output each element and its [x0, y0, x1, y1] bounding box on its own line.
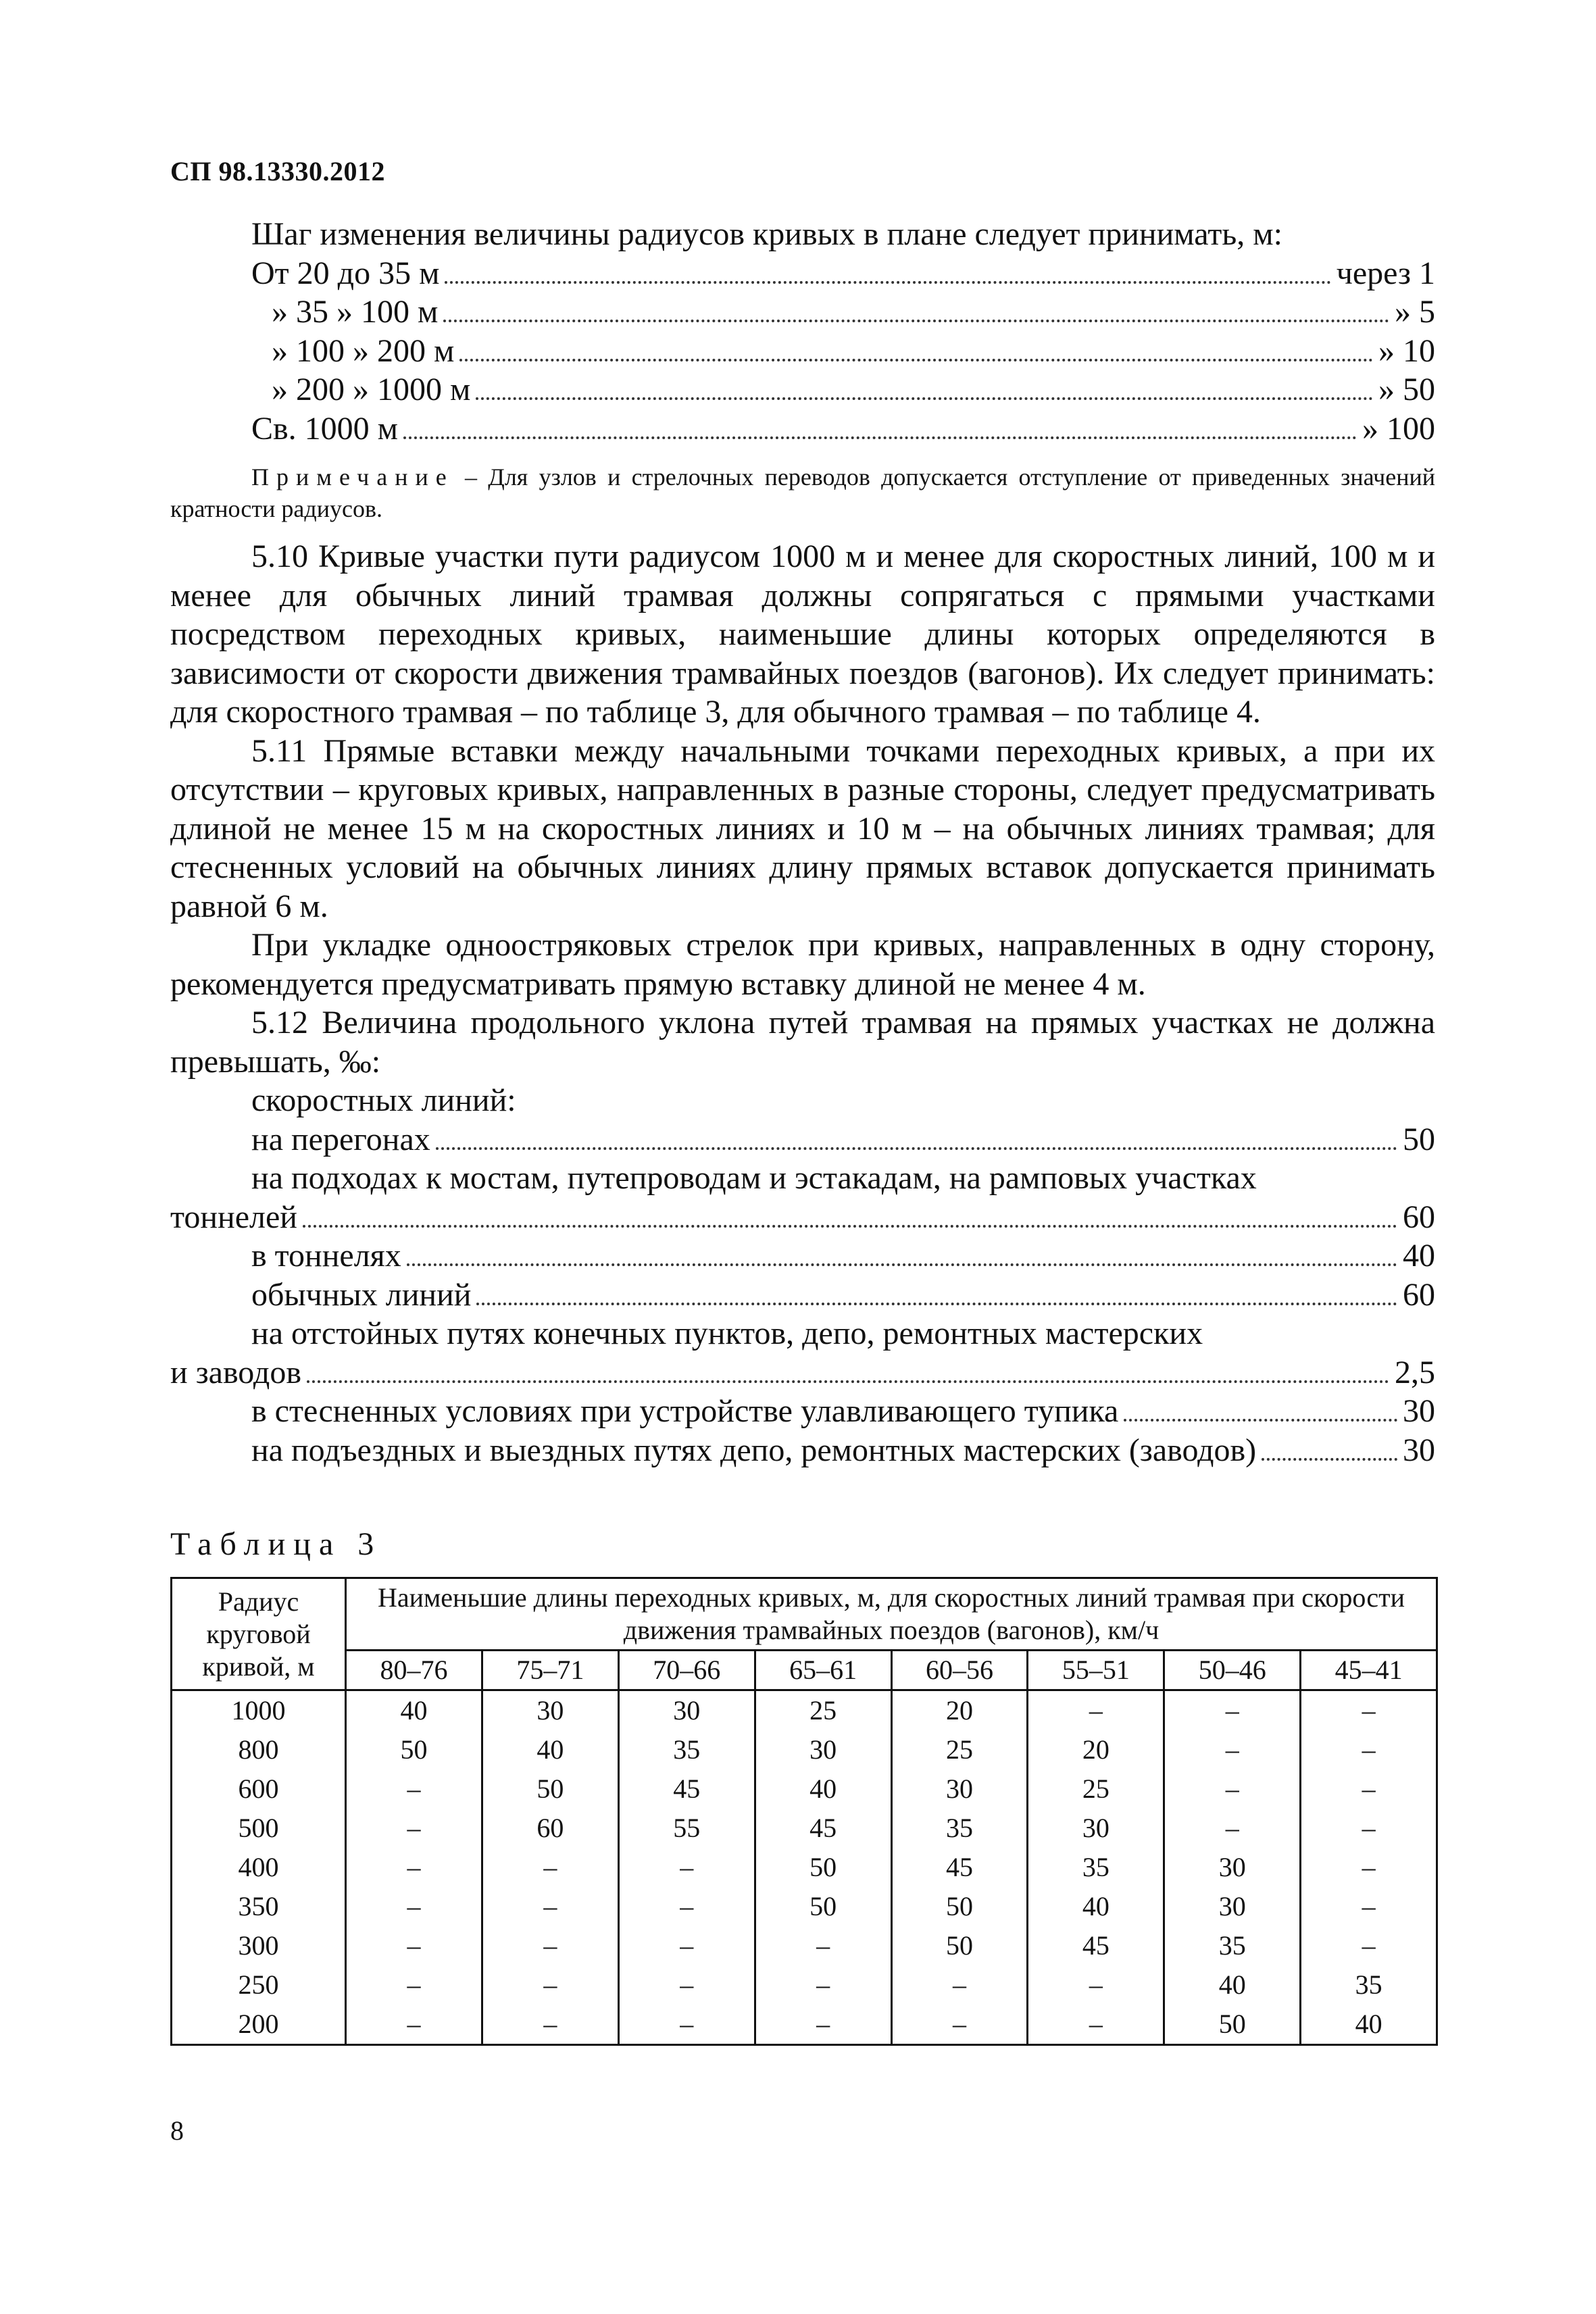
length-cell: 45: [891, 1848, 1028, 1887]
table-row: [172, 1965, 1437, 2005]
length-cell: 30: [1164, 1887, 1301, 1926]
page-number: 8: [170, 2115, 184, 2146]
length-cell: 40: [755, 1769, 891, 1809]
length-cell: –: [618, 1887, 755, 1926]
length-cell: 45: [618, 1769, 755, 1809]
slope-row: и заводов 2,5: [170, 1354, 1435, 1390]
length-cell: 35: [1028, 1848, 1164, 1887]
length-cell: 25: [755, 1690, 891, 1731]
length-cell: 30: [618, 1690, 755, 1731]
length-cell: 40: [1301, 2005, 1437, 2045]
radius-step-row: От 20 до 35 м через 1: [251, 255, 1435, 291]
document-code: СП 98.13330.2012: [170, 156, 385, 186]
length-cell: 40: [482, 1730, 618, 1769]
radius-step-row: Св. 1000 м » 100: [251, 410, 1435, 447]
slope-list: [170, 1081, 1435, 1469]
length-cell: 50: [1164, 2005, 1301, 2045]
length-cell: 35: [1164, 1926, 1301, 1965]
length-cell: 55: [618, 1809, 755, 1848]
length-cell: –: [1301, 1926, 1437, 1965]
length-cell: 30: [755, 1730, 891, 1769]
length-cell: 40: [1164, 1965, 1301, 2005]
length-cell: –: [618, 2005, 755, 2045]
length-cell: –: [346, 1769, 482, 1809]
table-row: [172, 2005, 1437, 2045]
radius-cell: 1000: [172, 1690, 346, 1731]
length-cell: –: [1301, 1809, 1437, 1848]
note-text: – Для узлов и стрелочных переводов допускается отступление от приведенных значений кратности радиусов.: [170, 463, 1435, 522]
table-header-main: Наименьшие длины переходных кривых, м, для скоростных линий трамвая при скорости движения трамвайных поездов (вагонов), км/ч: [346, 1578, 1437, 1651]
length-cell: –: [482, 1848, 618, 1887]
length-cell: 45: [1028, 1926, 1164, 1965]
length-cell: –: [1301, 1769, 1437, 1809]
length-cell: –: [1164, 1769, 1301, 1809]
length-cell: 35: [891, 1809, 1028, 1848]
length-cell: –: [1301, 1690, 1437, 1731]
length-cell: 50: [891, 1926, 1028, 1965]
length-cell: 50: [891, 1887, 1028, 1926]
length-cell: 35: [1301, 1965, 1437, 2005]
main-text: [170, 215, 1435, 1469]
slope-row: на подъездных и выездных путях депо, ремонтных мастерских (заводов) 30: [251, 1432, 1435, 1468]
length-cell: –: [482, 2005, 618, 2045]
radius-step-list: [170, 254, 1435, 449]
length-cell: 60: [482, 1809, 618, 1848]
radius-step-row: » 100 » 200 м » 10: [272, 332, 1435, 369]
radius-step-row: » 35 » 100 м » 5: [272, 294, 1435, 330]
radius-cell: 500: [172, 1809, 346, 1848]
length-cell: –: [755, 1926, 891, 1965]
table-header-speed: 50–46: [1164, 1651, 1301, 1690]
slope-siding-line: на отстойных путях конечных пунктов, депо, ремонтных мастерских: [251, 1315, 1203, 1351]
slope-row: на перегонах 50: [251, 1121, 1435, 1157]
length-cell: –: [1164, 1690, 1301, 1731]
radius-cell: 600: [172, 1769, 346, 1809]
slope-fast-lines-heading: скоростных линий:: [251, 1082, 516, 1118]
slope-approaches-line: на подходах к мостам, путепроводам и эстакадам, на рамповых участках: [251, 1160, 1257, 1196]
radius-step-row: » 200 » 1000 м » 50: [272, 372, 1435, 407]
length-cell: –: [1301, 1848, 1437, 1887]
length-cell: –: [346, 1965, 482, 2005]
table-header-speed: 70–66: [618, 1651, 755, 1690]
slope-row: в тоннелях 40: [251, 1238, 1435, 1274]
slope-row: в стесненных условиях при устройстве улавливающего тупика 30: [251, 1393, 1435, 1429]
table-row: [172, 1730, 1437, 1769]
length-cell: –: [346, 1809, 482, 1848]
radius-step-intro: Шаг изменения величины радиусов кривых в плане следует принимать, м:: [251, 216, 1282, 252]
table-header-speed: 60–56: [891, 1651, 1028, 1690]
table-header-speed: 45–41: [1301, 1651, 1437, 1690]
length-cell: –: [346, 2005, 482, 2045]
length-cell: –: [891, 2005, 1028, 2045]
length-cell: 45: [755, 1809, 891, 1848]
length-cell: 25: [1028, 1769, 1164, 1809]
length-cell: –: [891, 1965, 1028, 2005]
paragraph-5-11: 5.11 Прямые вставки между начальными точками переходных кривых, а при их отсутствии – круговых кривых, направленных в разные стороны, следует предусматривать длиной не менее 15 м на скоростных линиях и 10 м – на обычных линиях трамвая; для стесненных условий на обычных линиях длину прямых вставок допускается принимать равной 6 м.: [170, 732, 1435, 924]
length-cell: –: [1028, 1690, 1164, 1731]
table-row: [172, 1769, 1437, 1809]
length-cell: –: [618, 1965, 755, 2005]
table-header-speed: 75–71: [482, 1651, 618, 1690]
note-label: Примечание: [251, 463, 454, 491]
length-cell: –: [1164, 1809, 1301, 1848]
table-row: [172, 1809, 1437, 1848]
length-cell: 30: [482, 1690, 618, 1731]
length-cell: 25: [891, 1730, 1028, 1769]
slope-row: тоннелей 60: [170, 1199, 1435, 1235]
length-cell: –: [482, 1926, 618, 1965]
length-cell: –: [618, 1926, 755, 1965]
table-body: [172, 1690, 1437, 2045]
length-cell: –: [346, 1926, 482, 1965]
table-row: [172, 1887, 1437, 1926]
length-cell: 50: [482, 1769, 618, 1809]
paragraph-5-12: 5.12 Величина продольного уклона путей трамвая на прямых участках не должна превышать, ‰:: [170, 1005, 1435, 1080]
length-cell: 20: [891, 1690, 1028, 1731]
table-caption: Таблица 3: [170, 1526, 382, 1562]
length-cell: 30: [891, 1769, 1028, 1809]
radius-cell: 400: [172, 1848, 346, 1887]
length-cell: –: [618, 1848, 755, 1887]
table-row: [172, 1848, 1437, 1887]
table-header-speed: 80–76: [346, 1651, 482, 1690]
transition-curve-table: [170, 1577, 1438, 2046]
length-cell: –: [1301, 1887, 1437, 1926]
length-cell: 50: [346, 1730, 482, 1769]
length-cell: –: [482, 1887, 618, 1926]
radius-cell: 300: [172, 1926, 346, 1965]
paragraph-5-11-continued: При укладке одноостряковых стрелок при кривых, направленных в одну сторону, рекомендуется предусматривать прямую вставку длиной не менее 4 м.: [170, 927, 1435, 1002]
radius-cell: 800: [172, 1730, 346, 1769]
length-cell: –: [482, 1965, 618, 2005]
length-cell: 40: [346, 1690, 482, 1731]
length-cell: 50: [755, 1848, 891, 1887]
length-cell: 30: [1164, 1848, 1301, 1887]
note: [170, 461, 1435, 525]
paragraph-5-10: 5.10 Кривые участки пути радиусом 1000 м и менее для скоростных линий, 100 м и менее для обычных линий трамвая должны сопрягаться с прямыми участками посредством переходных кривых, наименьшие длины которых определяются в зависимости от скорости движения трамвайных поездов (вагонов). Их следует принимать: для скоростного трамвая – по таблице 3, для обычного трамвая – по таблице 4.: [170, 538, 1435, 730]
length-cell: –: [346, 1848, 482, 1887]
table-header-speed: 65–61: [755, 1651, 891, 1690]
length-cell: –: [755, 2005, 891, 2045]
radius-cell: 350: [172, 1887, 346, 1926]
radius-cell: 200: [172, 2005, 346, 2045]
table-header-radius: Радиус круговой кривой, м: [172, 1578, 346, 1690]
length-cell: 20: [1028, 1730, 1164, 1769]
length-cell: 50: [755, 1887, 891, 1926]
length-cell: –: [346, 1887, 482, 1926]
length-cell: 35: [618, 1730, 755, 1769]
table-row: [172, 1690, 1437, 1731]
length-cell: –: [1164, 1730, 1301, 1769]
table-row: [172, 1926, 1437, 1965]
length-cell: –: [1301, 1730, 1437, 1769]
length-cell: 30: [1028, 1809, 1164, 1848]
length-cell: 40: [1028, 1887, 1164, 1926]
length-cell: –: [1028, 1965, 1164, 2005]
length-cell: –: [755, 1965, 891, 2005]
radius-cell: 250: [172, 1965, 346, 2005]
table-header-speed: 55–51: [1028, 1651, 1164, 1690]
slope-row: обычных линий 60: [251, 1276, 1435, 1313]
length-cell: –: [1028, 2005, 1164, 2045]
